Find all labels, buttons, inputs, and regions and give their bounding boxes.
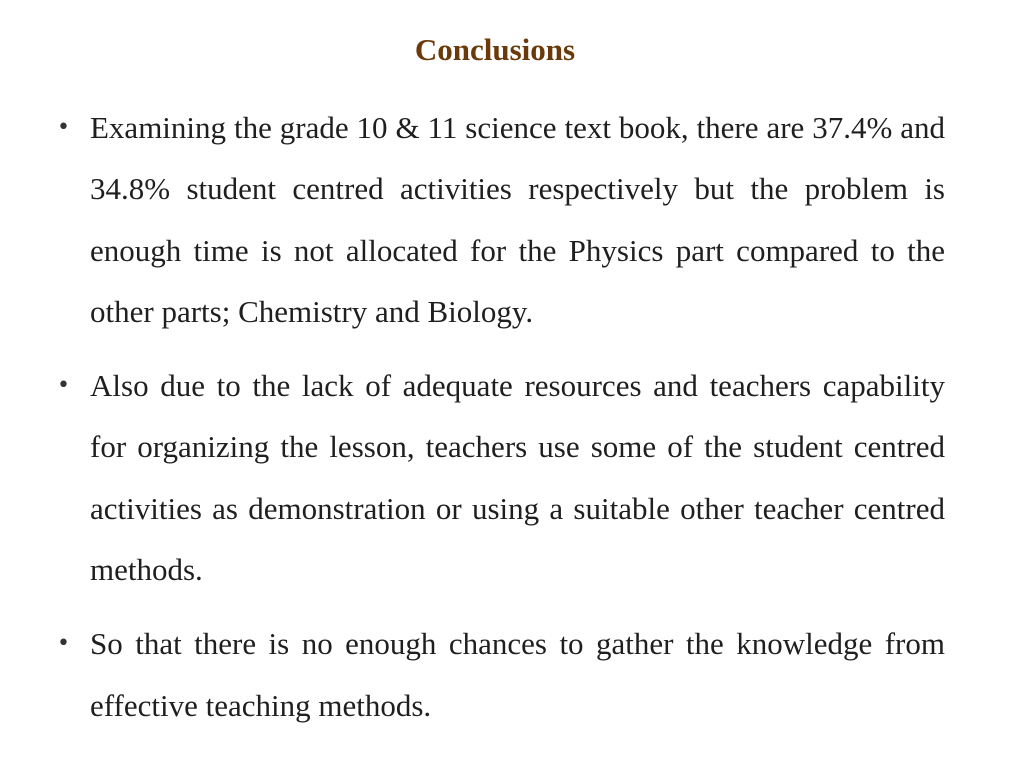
bullet-dot-icon: • [57,631,70,657]
bullet-text: So that there is no enough chances to gather the knowledge from effective teaching methods. [90,626,945,723]
bullet-item [57,355,945,600]
bullet-text: Also due to the lack of adequate resources and teachers capability for organizing the lesson, teachers use some of the student centred activities as demonstration or using a suitable other teacher centred methods. [90,368,945,588]
bullet-dot-icon: • [57,115,70,140]
bullet-list [57,97,945,749]
bullet-text: Examining the grade 10 & 11 science text book, there are 37.4% and 34.8% student centred activities respectively but the problem is enough time is not allocated for the Physics part compared to the other parts; Chemistry and Biology. [90,110,945,329]
bullet-item [57,97,945,342]
bullet-item [57,613,945,736]
slide-title: Conclusions [414,32,576,67]
bullet-dot-icon: • [57,373,70,399]
